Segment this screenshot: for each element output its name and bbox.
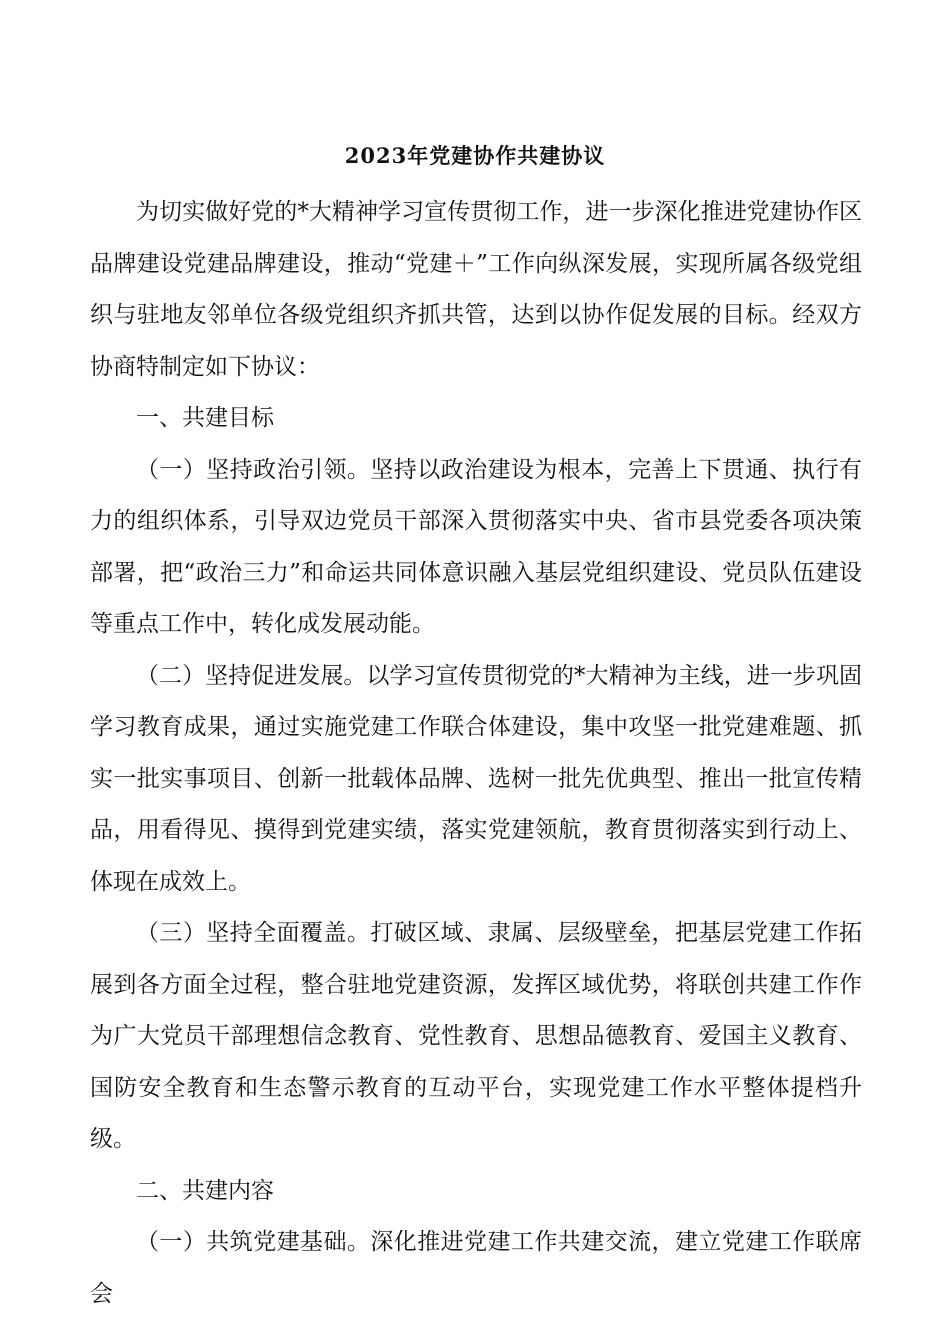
- goal-paragraph-3: （三）坚持全面覆盖。打破区域、隶属、层级壁垒，把基层党建工作拓展到各方面全过程，整合驻地党建资源，发挥区域优势，将联创共建工作作为广大党员干部理想信念教育、党性教育、思想品德教育、爱国主义教育、国防安全教育和生态警示教育的互动平台，实现党建工作水平整体提档升级。: [90, 920, 862, 1152]
- goal-paragraph-1: （一）坚持政治引领。坚持以政治建设为根本，完善上下贯通、执行有力的组织体系，引导双边党员干部深入贯彻落实中央、省市县党委各项决策部署，把“政治三力”和命运共同体意识融入基层党组织建设、党员队伍建设等重点工作中，转化成发展动能。: [90, 456, 862, 637]
- section-heading-goals: 一、共建目标: [136, 405, 274, 431]
- content-paragraph-1: （一）共筑党建基础。深化推进党建工作共建交流，建立党建工作联席会: [90, 1229, 862, 1307]
- intro-paragraph: 为切实做好党的*大精神学习宣传贯彻工作，进一步深化推进党建协作区品牌建设党建品牌建设，推动“党建＋”工作向纵深发展，实现所属各级党组织与驻地友邻单位各级党组织齐抓共管，达到以协作促发展的目标。经双方协商特制定如下协议：: [90, 199, 862, 380]
- section-heading-content: 二、共建内容: [136, 1177, 274, 1204]
- goal-paragraph-2: （二）坚持促进发展。以学习宣传贯彻党的*大精神为主线，进一步巩固学习教育成果，通过实施党建工作联合体建设，集中攻坚一批党建难题、抓实一批实事项目、创新一批载体品牌、选树一批先优典型、推出一批宣传精品，用看得见、摸得到党建实绩，落实党建领航，教育贯彻落实到行动上、体现在成效上。: [90, 662, 862, 895]
- document-body: [90, 187, 862, 1320]
- document-title: 2023年党建协作共建协议: [344, 143, 606, 168]
